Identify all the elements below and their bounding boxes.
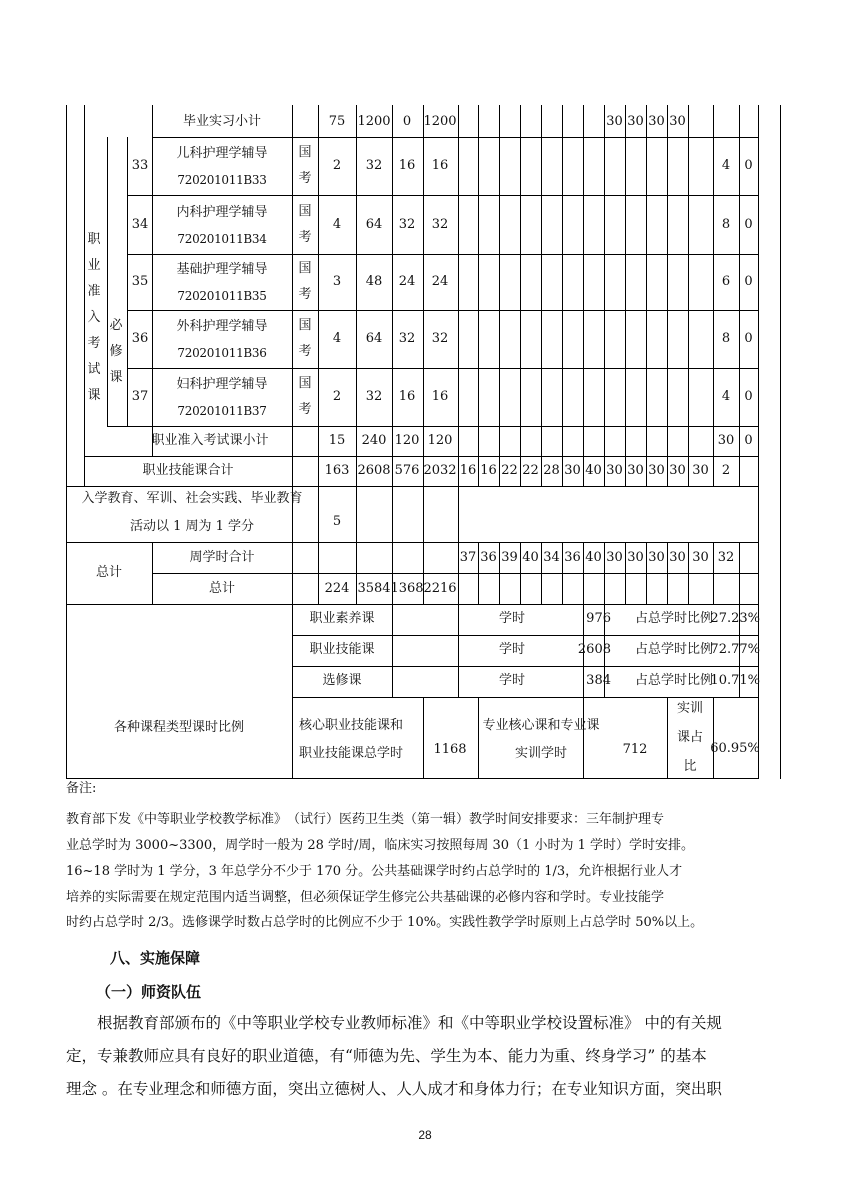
course-code: 720201011B34: [177, 231, 267, 246]
notes-line: 培养的实际需要在规定范围内适当调整，但必须保证学生修完公共基础课的必修内容和学时。专业技能学: [66, 890, 665, 905]
course-number: 34: [131, 216, 149, 232]
table-cell: 0: [744, 274, 753, 289]
course-code: 720201011B35: [177, 289, 267, 303]
table-cell: 3: [332, 274, 342, 289]
skill-total-label: 职业技能课合计: [142, 463, 234, 478]
table-cell: 8: [721, 216, 731, 232]
table-rule: [625, 105, 626, 487]
table-cell: 40: [522, 550, 539, 565]
training-hours-label: 实训学时: [514, 746, 568, 761]
table-rule: [739, 542, 740, 605]
table-rule: [667, 105, 668, 487]
table-rule: [84, 456, 759, 457]
exam-type: 国考: [298, 376, 312, 417]
table-rule: [562, 542, 563, 605]
table-cell: 30: [648, 114, 665, 129]
table-cell: 30: [564, 463, 581, 478]
table-cell: 1200: [423, 114, 457, 129]
table-cell: 64: [365, 331, 383, 346]
course-name: 儿科护理学辅导: [176, 146, 268, 161]
table-rule: [667, 542, 668, 605]
training-ratio-label: 课占: [676, 730, 704, 745]
table-cell: 37: [459, 550, 477, 565]
table-cell: 36: [480, 550, 497, 565]
table-cell: 75: [328, 114, 346, 129]
table-rule: [478, 542, 479, 605]
table-rule: [127, 254, 759, 255]
section-subheading: （一）师资队伍: [96, 983, 202, 1001]
table-cell: 0: [744, 331, 753, 346]
exam-subtotal-label: 职业准入考试课小计: [151, 433, 269, 448]
table-cell: 10.71%: [710, 673, 760, 688]
table-cell: 3584: [357, 581, 391, 596]
table-rule: [604, 105, 605, 487]
table-cell: 712: [622, 742, 648, 757]
required-course-label: 必修课: [109, 318, 123, 385]
table-rule: [152, 542, 153, 605]
paragraph-line: 根据教育部颁布的《中等职业学校专业教师标准》和《中等职业学校设置标准》 中的有关规: [66, 1014, 722, 1032]
core-hours-label: 职业技能课总学时: [298, 746, 404, 761]
table-rule: [66, 486, 759, 487]
vocational-exam-category: 职业准入考试课: [87, 232, 101, 403]
table-cell: 16: [459, 463, 477, 478]
table-cell: 0: [744, 216, 753, 232]
table-rule: [318, 105, 319, 605]
table-rule: [688, 105, 689, 487]
table-cell: 5: [332, 514, 342, 529]
course-type: 职业技能课: [309, 642, 375, 657]
table-cell: 0: [744, 389, 753, 404]
table-cell: 1168: [433, 742, 467, 757]
table-cell: 40: [585, 463, 602, 478]
table-cell: 4: [721, 158, 731, 173]
course-number: 37: [131, 389, 149, 404]
core-hours-label: 核心职业技能课和: [298, 718, 404, 733]
training-ratio-label: 实训: [676, 701, 704, 716]
table-cell: 16: [431, 158, 449, 173]
table-rule: [292, 635, 759, 636]
table-cell: 32: [717, 550, 735, 565]
table-rule: [541, 542, 542, 605]
table-cell: 32: [431, 331, 449, 346]
table-rule: [646, 105, 647, 487]
table-cell: 39: [501, 550, 518, 565]
ratio-label: 占总学时比例: [634, 611, 714, 626]
table-cell: 2: [332, 389, 342, 404]
table-cell: 16: [431, 389, 449, 404]
grand-total-sub-label: 总计: [208, 581, 236, 596]
table-cell: 32: [398, 216, 416, 232]
table-cell: 30: [669, 463, 686, 478]
table-cell: 163: [324, 463, 350, 478]
course-name: 妇科护理学辅导: [176, 377, 268, 392]
table-cell: 576: [394, 463, 420, 478]
table-cell: 32: [431, 216, 449, 232]
table-rule: [356, 105, 357, 605]
table-cell: 2: [332, 158, 342, 173]
table-cell: 240: [361, 433, 387, 448]
grand-total-label: 总计: [95, 565, 123, 580]
table-rule: [713, 697, 714, 779]
course-number: 36: [131, 331, 149, 346]
table-cell: 22: [501, 463, 518, 478]
table-rule: [739, 105, 740, 487]
table-cell: 16: [480, 463, 497, 478]
table-rule: [780, 105, 781, 779]
ratio-label: 占总学时比例: [634, 673, 714, 688]
course-code: 720201011B36: [177, 346, 267, 360]
table-cell: 0: [744, 433, 753, 448]
table-cell: 1200: [357, 114, 391, 129]
table-cell: 6: [721, 274, 731, 289]
ratio-label: 占总学时比例: [634, 642, 714, 657]
course-code: 720201011B37: [177, 404, 267, 418]
table-rule: [458, 105, 459, 605]
table-rule: [520, 105, 521, 487]
table-cell: 学时: [498, 673, 526, 688]
exam-type: 国考: [298, 145, 312, 186]
table-cell: 120: [394, 433, 420, 448]
table-rule: [478, 697, 479, 779]
table-cell: 72.77%: [710, 642, 760, 657]
table-rule: [152, 105, 153, 457]
table-cell: 2032: [423, 463, 457, 478]
table-cell: 30: [692, 463, 709, 478]
table-cell: 36: [564, 550, 581, 565]
notes-title: 备注:: [66, 781, 97, 796]
table-rule: [392, 105, 393, 605]
table-cell: 224: [324, 581, 350, 596]
table-rule: [667, 697, 668, 779]
ratios-label: 各种课程类型课时比例: [113, 720, 245, 735]
weekly-hours-label: 周学时合计: [189, 550, 255, 565]
table-rule: [127, 310, 759, 311]
table-rule: [84, 105, 85, 487]
table-rule: [713, 105, 714, 487]
course-type: 选修课: [322, 673, 362, 688]
table-cell: 48: [365, 274, 383, 289]
table-cell: 15: [328, 433, 346, 448]
table-rule: [423, 105, 424, 605]
table-rule: [66, 778, 759, 779]
course-name: 内科护理学辅导: [176, 204, 268, 220]
table-rule: [604, 542, 605, 605]
table-cell: 30: [606, 550, 623, 565]
table-cell: 60.95%: [710, 741, 760, 756]
table-rule: [423, 697, 424, 779]
table-cell: 16: [398, 389, 416, 404]
table-cell: 8: [721, 331, 731, 346]
section-heading: 八、实施保障: [110, 949, 201, 967]
course-number: 35: [131, 274, 149, 289]
paragraph-line: 定，专兼教师应具有良好的职业道德，有“师德为先、学生为本、能力为重、终身学习” 的基本: [66, 1047, 707, 1065]
table-rule: [292, 666, 759, 667]
table-rule: [646, 542, 647, 605]
table-rule: [713, 542, 714, 605]
table-rule: [458, 604, 459, 698]
table-rule: [392, 604, 393, 698]
table-rule: [66, 105, 67, 779]
table-cell: 30: [606, 114, 623, 129]
table-cell: 32: [365, 389, 383, 404]
table-cell: 4: [332, 216, 342, 232]
notes-line: 时约占总学时 2/3。选修课学时数占总学时的比例应不少于 10%。实践性教学学时原则上占总学时 50%以上。: [66, 915, 704, 930]
course-name: 基础护理学辅导: [176, 262, 268, 277]
table-cell: 976: [586, 611, 611, 626]
table-cell: 30: [669, 550, 686, 565]
table-cell: 24: [431, 274, 449, 289]
exam-type: 国考: [298, 318, 312, 359]
table-cell: 30: [627, 463, 644, 478]
table-cell: 30: [627, 550, 644, 565]
table-cell: 40: [585, 550, 602, 565]
table-rule: [127, 137, 128, 427]
table-rule: [478, 105, 479, 487]
course-type: 职业素养课: [309, 611, 375, 626]
course-code: 720201011B33: [177, 173, 267, 187]
table-rule: [292, 604, 293, 779]
table-cell: 64: [365, 216, 383, 232]
table-rule: [66, 542, 759, 543]
table-cell: 30: [717, 433, 735, 448]
internship-subtotal-label: 毕业实习小计: [182, 114, 262, 129]
table-cell: 30: [669, 114, 686, 129]
table-rule: [520, 542, 521, 605]
table-cell: 16: [398, 158, 416, 173]
table-cell: 1368: [390, 581, 424, 596]
table-cell: 4: [721, 389, 731, 404]
table-rule: [625, 542, 626, 605]
paragraph-line: 理念 。在专业理念和师德方面，突出立德树人、人人成才和身体力行；在专业知识方面，突出职: [66, 1080, 722, 1098]
table-cell: 0: [744, 158, 753, 173]
course-number: 33: [131, 158, 149, 173]
table-rule: [562, 105, 563, 487]
table-cell: 120: [427, 433, 453, 448]
table-cell: 28: [543, 463, 560, 478]
table-rule: [499, 542, 500, 605]
notes-line: 16~18 学时为 1 学分，3 年总学分不少于 170 分。公共基础课学时约占总学时的 1/3，允许根据行业人才: [66, 864, 683, 879]
table-rule: [127, 368, 759, 369]
table-cell: 2608: [357, 463, 391, 478]
training-hours-label: 专业核心课和专业课: [482, 718, 600, 733]
table-cell: 32: [365, 158, 383, 173]
table-cell: 30: [627, 114, 644, 129]
page-number: 28: [418, 1128, 432, 1142]
table-cell: 30: [692, 550, 709, 565]
table-cell: 30: [648, 463, 665, 478]
table-cell: 32: [398, 331, 416, 346]
table-rule: [292, 697, 759, 698]
table-rule: [583, 542, 584, 605]
course-name: 外科护理学辅导: [176, 319, 268, 334]
table-cell: 30: [606, 463, 623, 478]
table-cell: 30: [648, 550, 665, 565]
table-rule: [127, 195, 759, 196]
table-cell: 学时: [498, 642, 526, 657]
table-rule: [499, 105, 500, 487]
table-rule: [541, 105, 542, 487]
exam-type: 国考: [298, 261, 312, 302]
table-rule: [583, 105, 584, 487]
entrance-edu-label: 活动以 1 周为 1 学分: [129, 519, 255, 534]
table-cell: 24: [398, 274, 416, 289]
exam-type: 国考: [298, 203, 312, 245]
table-rule: [688, 542, 689, 605]
table-cell: 0: [402, 114, 412, 129]
training-ratio-label: 比: [683, 759, 697, 774]
table-cell: 22: [522, 463, 539, 478]
table-rule: [292, 105, 293, 605]
table-cell: 34: [543, 550, 560, 565]
notes-line: 教育部下发《中等职业学校教学标准》 （试行）医药卫生类（第一辑）教学时间安排要求：三年制护理专: [66, 812, 665, 827]
entrance-edu-label: 入学教育、军训、社会实践、毕业教育: [81, 491, 303, 506]
table-cell: 学时: [498, 611, 526, 626]
table-cell: 384: [586, 673, 611, 688]
table-rule: [583, 697, 584, 779]
table-cell: 2: [721, 463, 731, 478]
notes-line: 业总学时为 3000~3300，周学时一般为 28 学时/周，临床实习按照每周 30（1 小时为 1 学时）学时安排。: [66, 838, 694, 853]
table-cell: 4: [332, 331, 342, 346]
table-cell: 27.23%: [710, 611, 760, 626]
table-cell: 2216: [423, 581, 457, 596]
table-rule: [66, 604, 759, 605]
table-rule: [107, 426, 759, 427]
table-cell: 2608: [577, 642, 611, 657]
